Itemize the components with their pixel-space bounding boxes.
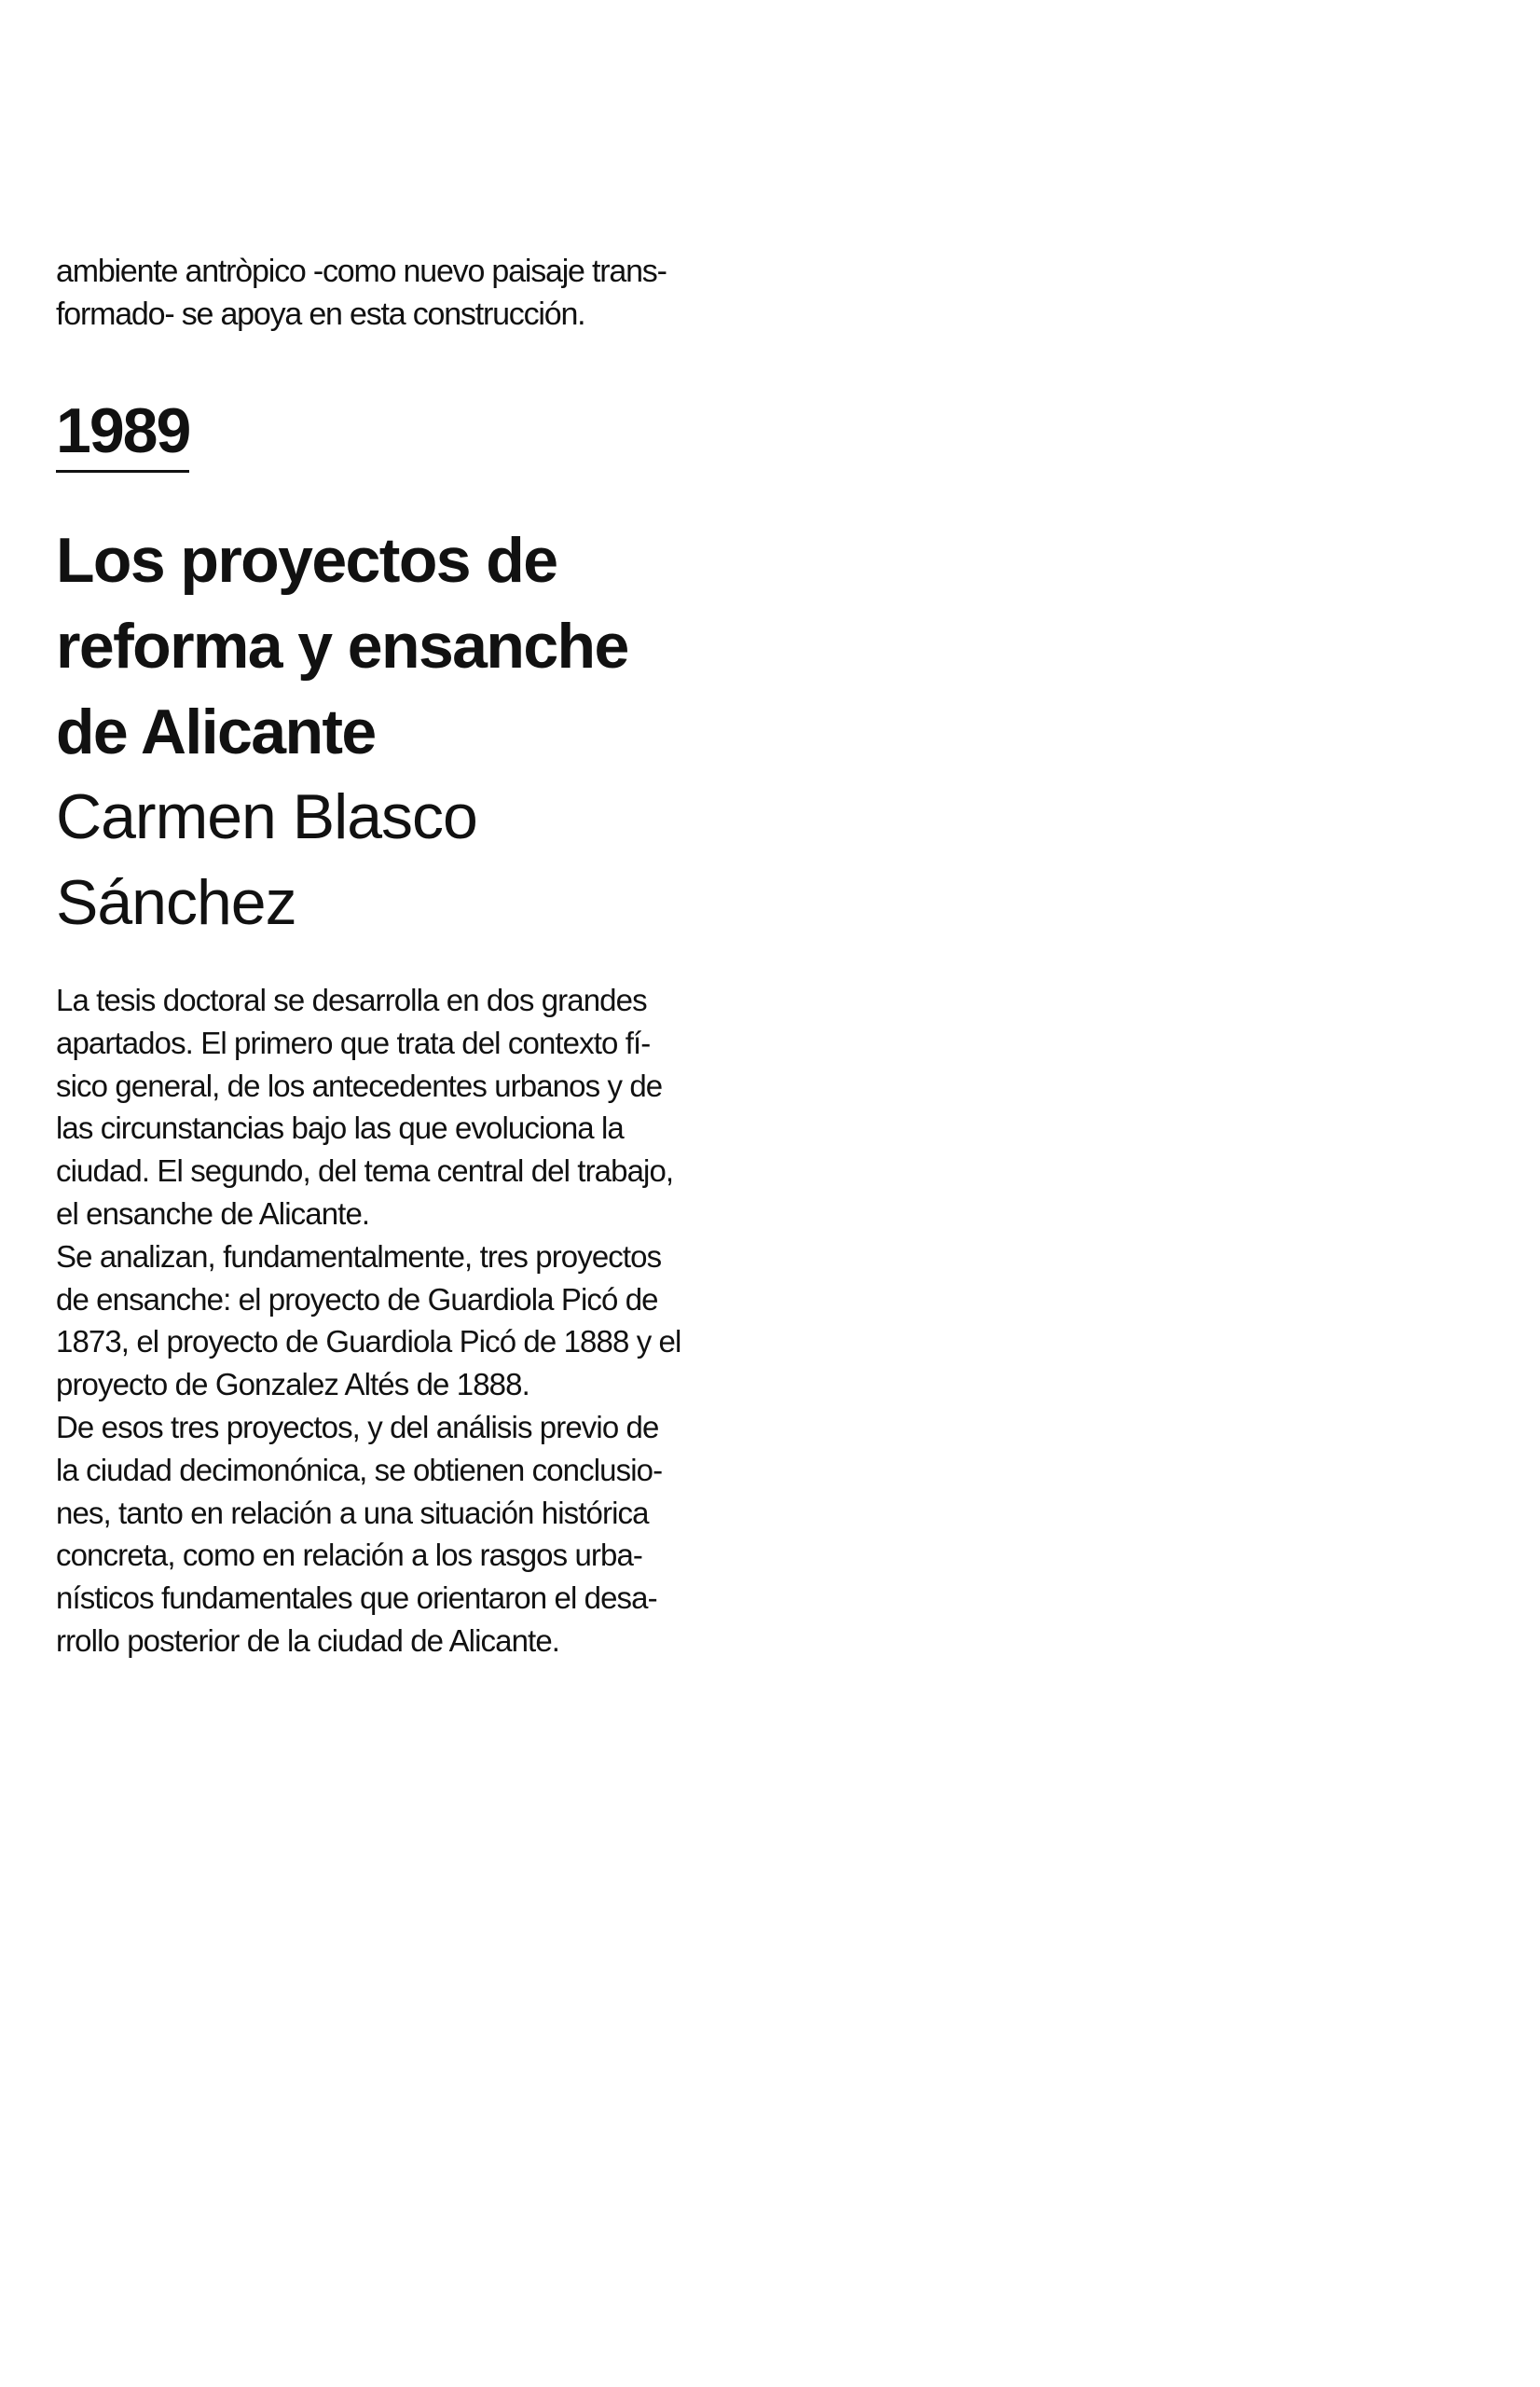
abstract-line: de ensanche: el proyecto de Guardiola Picó de [56,1281,658,1317]
intro-line: formado- se apoya en esta construcción. [56,297,585,332]
intro-line: ambiente antròpico -como nuevo paisaje trans- [56,254,667,289]
abstract-line: Se analizan, fundamentalmente, tres proyectos [56,1238,662,1274]
abstract-line: nísticos fundamentales que orientaron el desa- [56,1580,657,1616]
year-heading: 1989 [56,393,189,473]
abstract-line: el ensanche de Alicante. [56,1195,370,1231]
abstract-line: De esos tres proyectos, y del análisis previo de [56,1409,659,1444]
abstract-line: nes, tanto en relación a una situación histórica [56,1495,649,1530]
author-name [56,774,727,945]
author-line: Carmen Blasco [56,781,477,852]
abstract-paragraph [56,979,727,1663]
title-line: Los proyectos de [56,525,557,596]
abstract-line: la ciudad decimonónica, se obtienen conclusio- [56,1452,663,1487]
abstract-line: sico general, de los antecedentes urbanos y de [56,1068,663,1103]
abstract-line: concreta, como en relación a los rasgos urba- [56,1538,643,1573]
abstract-line: las circunstancias bajo las que evoluciona la [56,1111,624,1146]
abstract-line: ciudad. El segundo, del tema central del trabajo, [56,1153,674,1189]
intro-paragraph [56,250,727,336]
author-line: Sánchez [56,867,296,938]
abstract-line: La tesis doctoral se desarrolla en dos grandes [56,983,647,1017]
abstract-line: apartados. El primero que trata del contexto fí- [56,1025,651,1060]
abstract-line: 1873, el proyecto de Guardiola Picó de 1888 y el [56,1324,681,1359]
title-line: reforma y ensanche [56,611,628,682]
abstract-line: proyecto de Gonzalez Altés de 1888. [56,1367,529,1402]
thesis-title [56,517,727,775]
abstract-line: rrollo posterior de la ciudad de Alicante. [56,1622,560,1658]
title-line: de Alicante [56,697,376,767]
